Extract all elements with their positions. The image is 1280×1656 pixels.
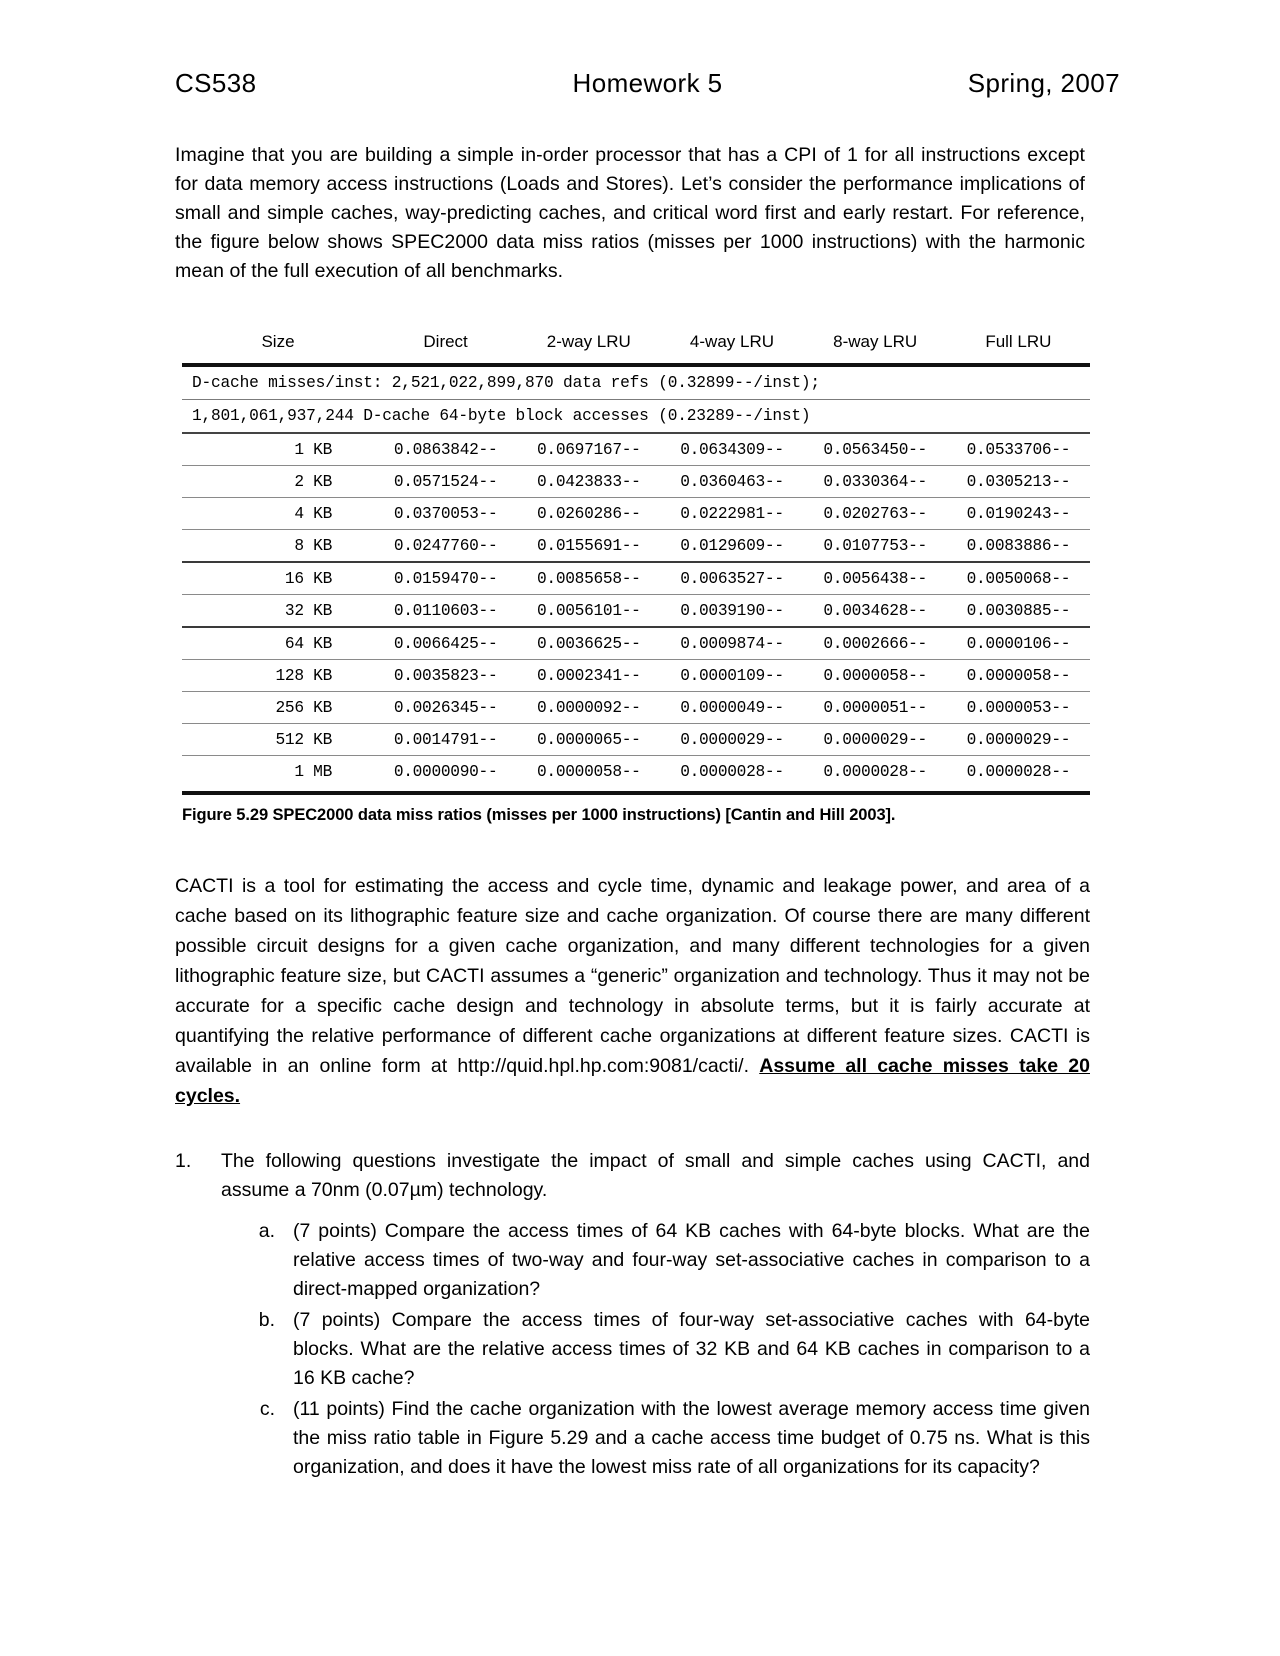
cell-direct: 0.0110603-- bbox=[374, 595, 517, 628]
cell-direct: 0.0035823-- bbox=[374, 660, 517, 692]
cell-4way: 0.0000049-- bbox=[660, 692, 803, 724]
cell-4way: 0.0000109-- bbox=[660, 660, 803, 692]
cell-full: 0.0050068-- bbox=[947, 562, 1090, 595]
cell-2way: 0.0697167-- bbox=[517, 433, 660, 466]
cell-2way: 0.0155691-- bbox=[517, 530, 660, 563]
table-row bbox=[182, 530, 1090, 563]
cell-full: 0.0030885-- bbox=[947, 595, 1090, 628]
cell-size: 32 KB bbox=[182, 595, 374, 628]
cell-size: 256 KB bbox=[182, 692, 374, 724]
cell-size: 16 KB bbox=[182, 562, 374, 595]
cell-8way: 0.0202763-- bbox=[804, 498, 947, 530]
cell-8way: 0.0034628-- bbox=[804, 595, 947, 628]
cell-8way: 0.0000058-- bbox=[804, 660, 947, 692]
question-number: 1. bbox=[175, 1150, 192, 1172]
figure-caption-text: SPEC2000 data miss ratios (misses per 1000 instructions) [Cantin and Hill 2003]. bbox=[272, 806, 896, 824]
cell-full: 0.0083886-- bbox=[947, 530, 1090, 563]
cell-full: 0.0000106-- bbox=[947, 627, 1090, 660]
note-line-1: D-cache misses/inst: 2,521,022,899,870 data refs (0.32899--/inst); bbox=[182, 365, 1090, 400]
table-note-row-2 bbox=[182, 400, 1090, 434]
cell-direct: 0.0247760-- bbox=[374, 530, 517, 563]
sub-question-c bbox=[249, 1395, 1090, 1482]
sub-question-b bbox=[249, 1306, 1090, 1393]
cacti-paragraph bbox=[175, 871, 1090, 1111]
table-row bbox=[182, 562, 1090, 595]
column-header-full: Full LRU bbox=[947, 320, 1090, 365]
cell-direct: 0.0159470-- bbox=[374, 562, 517, 595]
cell-direct: 0.0026345-- bbox=[374, 692, 517, 724]
column-header-4way: 4-way LRU bbox=[660, 320, 803, 365]
course-code: CS538 bbox=[175, 68, 257, 98]
cell-4way: 0.0129609-- bbox=[660, 530, 803, 563]
cell-2way: 0.0036625-- bbox=[517, 627, 660, 660]
cell-direct: 0.0863842-- bbox=[374, 433, 517, 466]
cell-4way: 0.0063527-- bbox=[660, 562, 803, 595]
page-title: Homework 5 bbox=[572, 68, 723, 98]
cell-8way: 0.0000051-- bbox=[804, 692, 947, 724]
sub-question-list bbox=[221, 1217, 1090, 1482]
table-note-row-1 bbox=[182, 365, 1090, 400]
cell-size: 512 KB bbox=[182, 724, 374, 756]
table-row bbox=[182, 724, 1090, 756]
table-body bbox=[182, 433, 1090, 787]
cacti-paragraph-body: CACTI is a tool for estimating the access and cycle time, dynamic and leakage power, and area of a cache based on its lithographic feature size and cache organization. Of course there are many different possible circuit designs for a given cache organization, and many different technologies for a given lithographic feature size, but CACTI assumes a “generic” organization and technology. Thus it may not be accurate for a specific cache design and technology in absolute terms, but it is fairly accurate at quantifying the relative performance of different cache organizations at different feature sizes. CACTI is available in an online form at bbox=[175, 875, 1090, 1077]
table-row bbox=[182, 756, 1090, 788]
sub-question-a bbox=[249, 1217, 1090, 1304]
intro-paragraph: Imagine that you are building a simple in-order processor that has a CPI of 1 for all instructions except for data memory access instructions (Loads and Stores). Let’s consider the performance implications of small and simple caches, way-predicting caches, and critical word first and early restart. For reference, the figure below shows SPEC2000 data miss ratios (misses per 1000 instructions) with the harmonic mean of the full execution of all benchmarks. bbox=[175, 144, 1085, 282]
cell-full: 0.0000028-- bbox=[966, 763, 1071, 781]
column-header-direct: Direct bbox=[374, 320, 517, 365]
cell-full: 0.0000053-- bbox=[947, 692, 1090, 724]
cell-full: 0.0533706-- bbox=[947, 433, 1090, 466]
cell-8way: 0.0056438-- bbox=[804, 562, 947, 595]
sub-question-label: a. bbox=[258, 1220, 275, 1242]
cell-4way: 0.0039190-- bbox=[660, 595, 803, 628]
cell-4way: 0.0634309-- bbox=[660, 433, 803, 466]
figure-caption bbox=[182, 806, 1090, 825]
cell-size: 1 MB bbox=[294, 763, 332, 781]
cell-2way: 0.0085658-- bbox=[517, 562, 660, 595]
question-list bbox=[175, 1147, 1090, 1482]
cell-8way: 0.0563450-- bbox=[804, 433, 947, 466]
cell-full: 0.0190243-- bbox=[947, 498, 1090, 530]
figure-caption-label: Figure 5.29 bbox=[182, 806, 269, 824]
cell-2way: 0.0000058-- bbox=[537, 763, 641, 781]
cell-4way: 0.0000029-- bbox=[660, 724, 803, 756]
column-header-size: Size bbox=[182, 320, 374, 365]
cell-2way: 0.0260286-- bbox=[517, 498, 660, 530]
table-row bbox=[182, 433, 1090, 466]
sub-question-text: (7 points) Compare the access times of four-way set-associative caches with 64-byte blocks. What are the relative access times of 32 KB and 64 KB caches in comparison to a 16 KB cache? bbox=[293, 1309, 1090, 1389]
column-header-2way: 2-way LRU bbox=[517, 320, 660, 365]
cell-8way: 0.0002666-- bbox=[804, 627, 947, 660]
table-row bbox=[182, 498, 1090, 530]
cell-direct: 0.0066425-- bbox=[374, 627, 517, 660]
sub-question-label: c. bbox=[259, 1398, 275, 1420]
cell-full: 0.0000058-- bbox=[947, 660, 1090, 692]
cell-8way: 0.0330364-- bbox=[804, 466, 947, 498]
cell-2way: 0.0002341-- bbox=[517, 660, 660, 692]
cell-8way: 0.0107753-- bbox=[804, 530, 947, 563]
table-header-row bbox=[182, 320, 1090, 365]
table-row bbox=[182, 627, 1090, 660]
question-item-1 bbox=[175, 1147, 1090, 1482]
cell-4way: 0.0360463-- bbox=[660, 466, 803, 498]
cell-direct: 0.0000090-- bbox=[393, 763, 498, 781]
cell-2way: 0.0000065-- bbox=[517, 724, 660, 756]
question-text: The following questions investigate the impact of small and simple caches using CACTI, and assume a 70nm (0.07µm) technology. bbox=[221, 1150, 1090, 1201]
cell-size: 64 KB bbox=[182, 627, 374, 660]
cell-size: 128 KB bbox=[182, 660, 374, 692]
table-row bbox=[182, 595, 1090, 628]
table-row bbox=[182, 692, 1090, 724]
cell-direct: 0.0370053-- bbox=[374, 498, 517, 530]
cell-size: 2 KB bbox=[182, 466, 374, 498]
column-header-8way: 8-way LRU bbox=[804, 320, 947, 365]
figure-5-29 bbox=[182, 320, 1090, 825]
cell-direct: 0.0571524-- bbox=[374, 466, 517, 498]
table-row bbox=[182, 466, 1090, 498]
assume-emphasis: Assume all cache misses take 20 cycles. bbox=[175, 1055, 1090, 1107]
sub-question-label: b. bbox=[258, 1309, 275, 1331]
table-row bbox=[182, 660, 1090, 692]
sub-question-text: (11 points) Find the cache organization with the lowest average memory access time given the miss ratio table in Figure 5.29 and a cache access time budget of 0.75 ns. What is this organization, and does it have the lowest miss rate of all organizations for its capacity? bbox=[293, 1398, 1090, 1478]
note-line-2: 1,801,061,937,244 D-cache 64-byte block accesses (0.23289--/inst) bbox=[182, 400, 1090, 434]
cell-4way: 0.0000028-- bbox=[680, 763, 784, 781]
sub-question-text: (7 points) Compare the access times of 64 KB caches with 64-byte blocks. What are the relative access times of two-way and four-way set-associative caches in comparison to a direct-mapped organization? bbox=[293, 1220, 1090, 1300]
cell-full: 0.0000029-- bbox=[947, 724, 1090, 756]
cell-size: 8 KB bbox=[182, 530, 374, 563]
term-label: Spring, 2007 bbox=[967, 68, 1120, 98]
miss-ratio-table bbox=[182, 320, 1090, 787]
cell-2way: 0.0423833-- bbox=[517, 466, 660, 498]
cell-size: 1 KB bbox=[182, 433, 374, 466]
cell-8way: 0.0000029-- bbox=[804, 724, 947, 756]
cell-4way: 0.0009874-- bbox=[660, 627, 803, 660]
cell-2way: 0.0000092-- bbox=[517, 692, 660, 724]
cacti-url: http://quid.hpl.hp.com:9081/cacti/. bbox=[457, 1055, 750, 1077]
cell-full: 0.0305213-- bbox=[947, 466, 1090, 498]
cell-2way: 0.0056101-- bbox=[517, 595, 660, 628]
cell-size: 4 KB bbox=[182, 498, 374, 530]
cell-4way: 0.0222981-- bbox=[660, 498, 803, 530]
document-header bbox=[0, 0, 1280, 99]
cell-8way: 0.0000028-- bbox=[823, 763, 927, 781]
cell-direct: 0.0014791-- bbox=[374, 724, 517, 756]
table-bottom-rule bbox=[182, 791, 1090, 795]
